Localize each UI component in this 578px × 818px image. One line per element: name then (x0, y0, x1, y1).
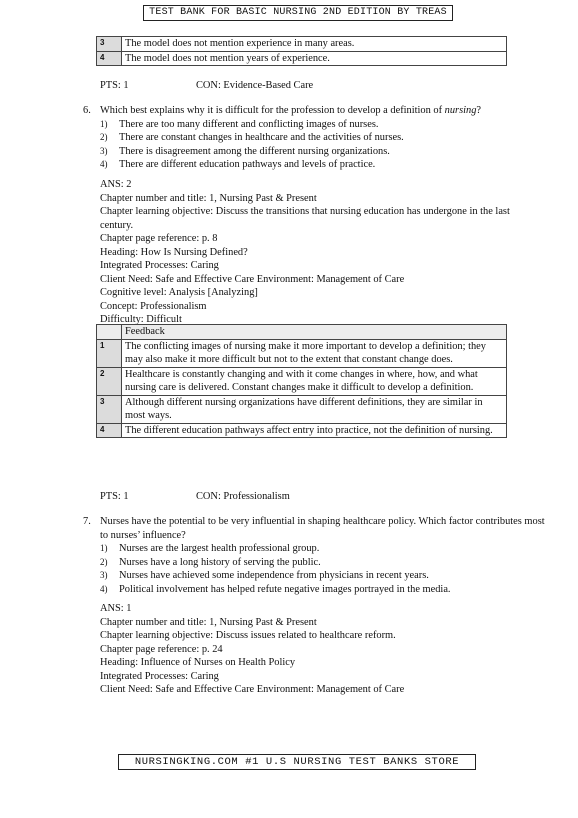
meta-line: Heading: How Is Nursing Defined? (100, 246, 248, 258)
feedback-table (96, 324, 507, 438)
option-number: 1) (100, 118, 108, 129)
stem-text: Which best explains why it is difficult for the profession to develop a definition of (100, 105, 445, 116)
answer-metadata-7 (100, 602, 545, 697)
option-number: 2) (100, 132, 108, 142)
row-text: The conflicting images of nursing make it more important to develop a definition; they may also make it more difficult but not to the extent that constant change does. (122, 339, 507, 367)
option-text: Political involvement has helped refute negative images portrayed in the media. (119, 583, 451, 595)
points-value: PTS: 1 (100, 80, 129, 91)
option-text: There are too many different and conflicting images of nurses. (119, 118, 379, 130)
answer: ANS: 1 (100, 603, 132, 614)
table-row (97, 423, 507, 438)
points-line (100, 490, 290, 504)
row-text: Healthcare is constantly changing and with it come changes in where, how, and what nursing care is delivered. Constant changes make it difficult to develop a definition. (122, 367, 507, 395)
option-text: There are different education pathways and levels of practice. (119, 159, 376, 170)
row-number: 2 (97, 367, 122, 395)
meta-line: Client Need: Safe and Effective Care Environment: Management of Care (100, 273, 405, 285)
question-stem (100, 104, 545, 118)
question-number: 6. (83, 105, 91, 116)
page-header: TEST BANK FOR BASIC NURSING 2ND EDITION BY TREAS (143, 5, 453, 21)
table-header-row (97, 325, 507, 340)
option-number: 2) (100, 556, 108, 567)
answer-metadata-6 (100, 178, 545, 327)
meta-line: Heading: Influence of Nurses on Health Policy (100, 657, 296, 668)
meta-line: Integrated Processes: Caring (100, 670, 219, 682)
option-number: 4) (100, 583, 108, 594)
points-value: PTS: 1 (100, 491, 129, 502)
answer: ANS: 2 (100, 179, 132, 190)
option-text: There is disagreement among the different nursing organizations. (119, 145, 390, 157)
table-row (97, 51, 507, 66)
question-6 (83, 104, 545, 172)
concept-value: CON: Professionalism (196, 491, 290, 502)
meta-line: Integrated Processes: Caring (100, 260, 219, 271)
meta-line: Concept: Professionalism (100, 300, 207, 312)
table-row (97, 395, 507, 423)
row-number: 1 (97, 339, 122, 367)
option-number: 3) (100, 570, 108, 580)
question-7 (83, 515, 545, 596)
option-text: There are constant changes in healthcare and the activities of nurses. (119, 132, 404, 143)
option-text: Nurses are the largest health professional group. (119, 543, 320, 554)
feedback-table-continued (96, 36, 507, 66)
meta-line: Chapter page reference: p. 8 (100, 233, 218, 244)
concept-value: CON: Evidence-Based Care (196, 80, 314, 91)
table-row (97, 339, 507, 367)
meta-line: Chapter page reference: p. 24 (100, 643, 223, 655)
option-number: 3) (100, 145, 108, 156)
question-number: 7. (83, 516, 91, 527)
option-number: 4) (100, 159, 108, 169)
option (100, 131, 545, 145)
option-text: Nurses have achieved some independence from physicians in recent years. (119, 570, 429, 581)
option (100, 118, 545, 132)
option (100, 145, 545, 159)
stem-italic: nursing (444, 105, 477, 116)
feedback-header: Feedback (122, 325, 507, 340)
option (100, 569, 545, 583)
meta-line: Chapter learning objective: Discuss the transitions that nursing education has undergone in the last century. (100, 206, 510, 231)
table-row (97, 37, 507, 52)
meta-line: Chapter number and title: 1, Nursing Past & Present (100, 192, 317, 204)
page-footer: NURSINGKING.COM #1 U.S NURSING TEST BANKS STORE (118, 754, 476, 770)
row-number: 4 (97, 51, 122, 66)
option-number: 1) (100, 543, 108, 553)
row-text: Although different nursing organizations have different definitions, they are similar in most ways. (122, 395, 507, 423)
meta-line: Chapter number and title: 1, Nursing Past & Present (100, 616, 317, 628)
header-blank (97, 325, 122, 340)
option (100, 158, 545, 172)
option (100, 583, 545, 597)
meta-line: Client Need: Safe and Effective Care Environment: Management of Care (100, 684, 405, 695)
row-number: 3 (97, 37, 122, 52)
meta-line: Chapter learning objective: Discuss issues related to healthcare reform. (100, 630, 396, 641)
row-number: 3 (97, 395, 122, 423)
table-row (97, 367, 507, 395)
points-line (100, 79, 314, 93)
row-text: The model does not mention years of experience. (122, 51, 507, 66)
option-text: Nurses have a long history of serving the public. (119, 556, 321, 568)
option (100, 542, 545, 556)
question-stem: Nurses have the potential to be very influential in shaping healthcare policy. Which factor contributes most to nurses’ influence? (100, 516, 545, 541)
option (100, 556, 545, 570)
row-text: The model does not mention experience in many areas. (122, 37, 507, 52)
meta-line: Difficulty: Difficult (100, 314, 182, 325)
row-number: 4 (97, 423, 122, 438)
stem-end: ? (476, 105, 482, 116)
meta-line: Cognitive level: Analysis [Analyzing] (100, 287, 258, 298)
row-text: The different education pathways affect entry into practice, not the definition of nursing. (122, 423, 507, 438)
